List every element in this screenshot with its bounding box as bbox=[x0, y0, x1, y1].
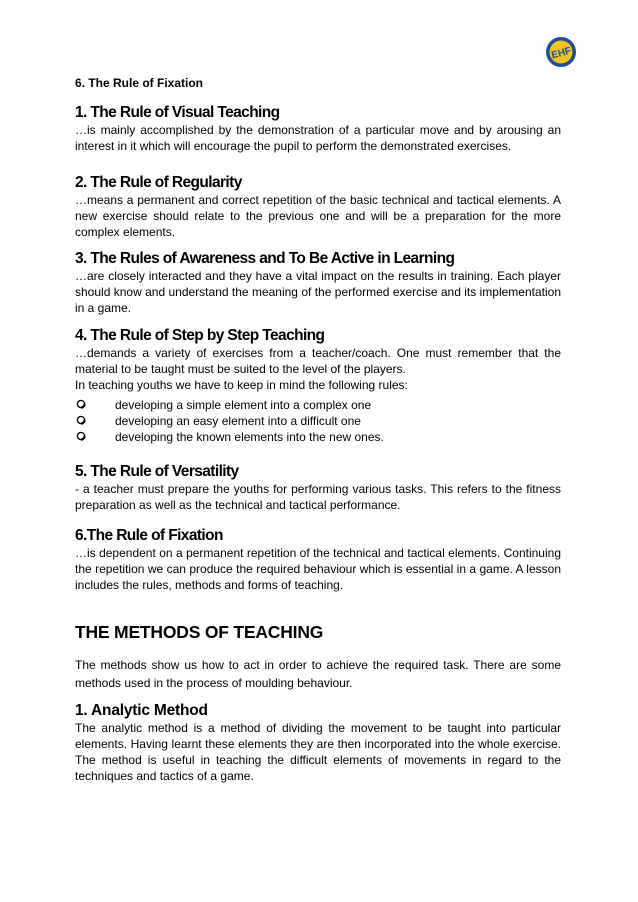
list-item bbox=[75, 429, 561, 445]
ehf-logo-text: EHF bbox=[550, 45, 573, 62]
section-body: - a teacher must prepare the youths for performing various tasks. This refers to the fitness preparation as well as the technical and tactical performance. bbox=[75, 482, 561, 512]
methods-title: THE METHODS OF TEACHING bbox=[75, 622, 324, 642]
methods-intro-text: The methods show us how to act in order to achieve the required task. There are some methods used in the process of moulding behaviour. bbox=[75, 658, 561, 690]
section-versatility bbox=[75, 462, 561, 513]
section-heading: 4. The Rule of Step by Step Teaching bbox=[75, 327, 325, 344]
methods-intro bbox=[75, 656, 561, 692]
list-item-text: developing an easy element into a difficult one bbox=[115, 414, 361, 428]
section-body: …demands a variety of exercises from a teacher/coach. One must remember that the material to be taught must be suited to the level of the players. bbox=[75, 346, 561, 376]
bullet-circle-icon bbox=[76, 431, 86, 441]
section-regularity bbox=[75, 173, 561, 240]
section-fixation bbox=[75, 526, 561, 593]
section-body: …are closely interacted and they have a vital impact on the results in training. Each player should know and understand the meaning of the performed exercise and its implementation in a game. bbox=[75, 269, 561, 315]
list-item bbox=[75, 397, 561, 413]
section-heading: 1. Analytic Method bbox=[75, 702, 208, 719]
list-item-text: developing the known elements into the new ones. bbox=[115, 430, 384, 444]
section-heading: 1. The Rule of Visual Teaching bbox=[75, 104, 280, 121]
bullet-circle-icon bbox=[76, 399, 86, 409]
section-body: …means a permanent and correct repetition of the basic technical and tactical elements. A new exercise should relate to the previous one and will be a preparation for the more complex elements. bbox=[75, 193, 561, 239]
list-item-text: developing a simple element into a complex one bbox=[115, 398, 372, 412]
section-heading: 6.The Rule of Fixation bbox=[75, 527, 223, 544]
bullet-circle-icon bbox=[76, 415, 86, 425]
rules-list bbox=[75, 397, 561, 445]
section-heading: 2. The Rule of Regularity bbox=[75, 174, 242, 191]
section-heading: 3. The Rules of Awareness and To Be Active in Learning bbox=[75, 250, 455, 267]
section-body: The analytic method is a method of dividing the movement to be taught into particular elements. Having learnt these elements they are then incorporated into the whole exercise. The method is useful in teaching the difficult elements of movements in regard to the techniques and tactics of a game. bbox=[75, 721, 561, 783]
section-step-by-step bbox=[75, 326, 561, 445]
page-header-title: 6. The Rule of Fixation bbox=[75, 76, 204, 90]
section-heading: 5. The Rule of Versatility bbox=[75, 463, 239, 480]
section-body: …is dependent on a permanent repetition of the technical and tactical elements. Continuing the repetition we can produce the required behaviour which is essential in a game. A lesson includes the rules, methods and forms of teaching. bbox=[75, 546, 561, 592]
list-item bbox=[75, 413, 561, 429]
section-awareness bbox=[75, 249, 561, 316]
section-body: …is mainly accomplished by the demonstration of a particular move and by arousing an interest in it which will encourage the pupil to perform the demonstrated exercises. bbox=[75, 123, 561, 153]
section-visual-teaching bbox=[75, 103, 561, 154]
section-body-secondary: In teaching youths we have to keep in mind the following rules: bbox=[75, 378, 408, 392]
ehf-logo-icon bbox=[545, 36, 577, 68]
section-analytic-method bbox=[75, 701, 561, 784]
methods-section bbox=[75, 622, 561, 642]
